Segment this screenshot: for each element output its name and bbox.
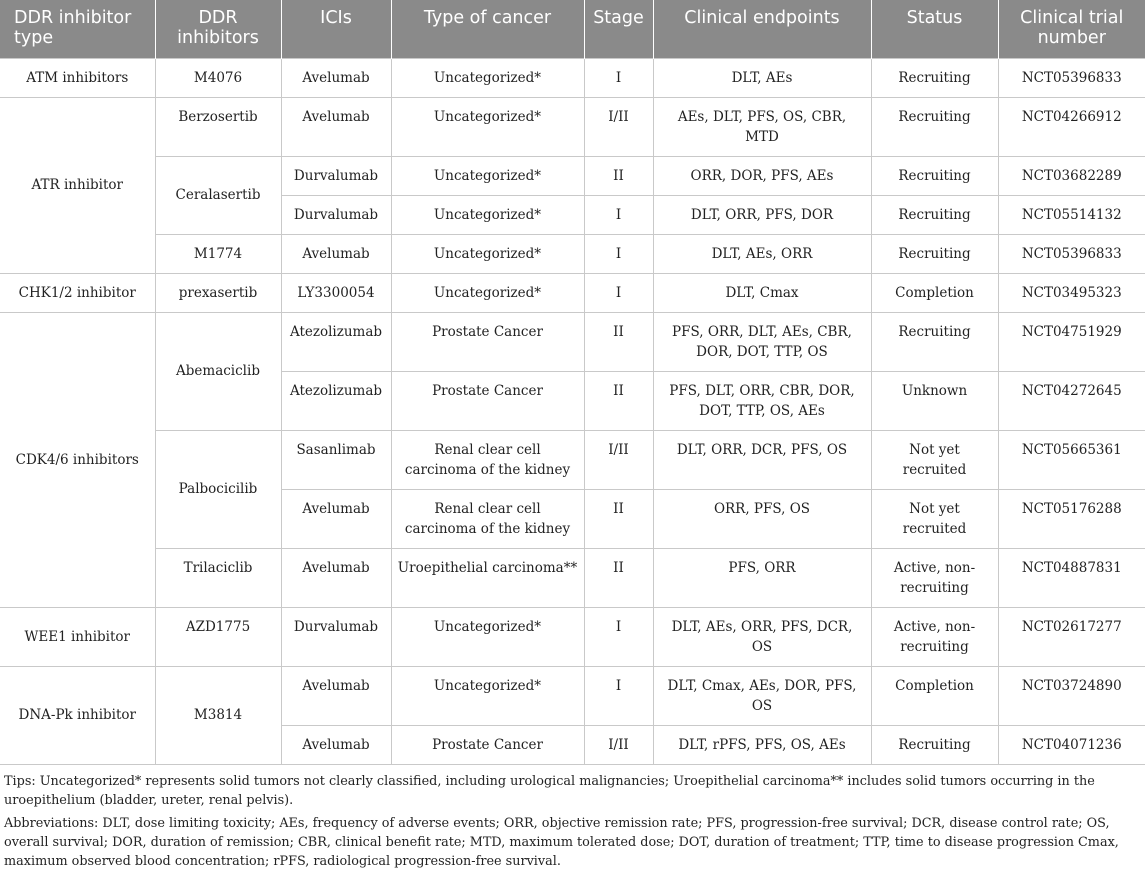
header-icis: ICIs (281, 0, 391, 58)
drug-cell: M3814 (155, 666, 281, 764)
trial-cell: NCT05396833 (998, 58, 1145, 97)
trial-cell: NCT03682289 (998, 156, 1145, 195)
status-cell: Completion (871, 273, 998, 312)
endpoints-cell: ORR, PFS, OS (653, 489, 871, 548)
ici-cell: Avelumab (281, 234, 391, 273)
ici-cell: Avelumab (281, 725, 391, 764)
drug-cell: prexasertib (155, 273, 281, 312)
header-endpoints: Clinical endpoints (653, 0, 871, 58)
cancer-cell: Uncategorized* (391, 607, 584, 666)
drug-cell: Abemaciclib (155, 312, 281, 430)
drug-cell: Ceralasertib (155, 156, 281, 234)
stage-cell: I (584, 607, 653, 666)
endpoints-cell: PFS, DLT, ORR, CBR, DOR, DOT, TTP, OS, AEs (653, 371, 871, 430)
ici-cell: Atezolizumab (281, 312, 391, 371)
stage-cell: I/II (584, 97, 653, 156)
stage-cell: I (584, 666, 653, 725)
ici-cell: Avelumab (281, 97, 391, 156)
header-stage: Stage (584, 0, 653, 58)
drug-cell: Palbocicilib (155, 430, 281, 548)
table-row (0, 58, 1145, 97)
table-row (0, 156, 1145, 195)
cancer-cell: Uncategorized* (391, 666, 584, 725)
stage-cell: I/II (584, 430, 653, 489)
table-row (0, 97, 1145, 156)
status-cell: Recruiting (871, 97, 998, 156)
ici-cell: Avelumab (281, 666, 391, 725)
drug-cell: M4076 (155, 58, 281, 97)
stage-cell: I (584, 273, 653, 312)
endpoints-cell: DLT, AEs, ORR (653, 234, 871, 273)
status-cell: Recruiting (871, 725, 998, 764)
cancer-cell: Uncategorized* (391, 156, 584, 195)
cancer-cell: Uncategorized* (391, 234, 584, 273)
status-cell: Recruiting (871, 312, 998, 371)
stage-cell: I (584, 58, 653, 97)
header-status: Status (871, 0, 998, 58)
cancer-cell: Uroepithelial carcinoma** (391, 548, 584, 607)
trial-cell: NCT05665361 (998, 430, 1145, 489)
endpoints-cell: DLT, ORR, PFS, DOR (653, 195, 871, 234)
status-cell: Unknown (871, 371, 998, 430)
status-cell: Recruiting (871, 234, 998, 273)
cancer-cell: Uncategorized* (391, 195, 584, 234)
cancer-cell: Uncategorized* (391, 273, 584, 312)
stage-cell: I/II (584, 725, 653, 764)
stage-cell: II (584, 489, 653, 548)
table-row (0, 548, 1145, 607)
stage-cell: II (584, 312, 653, 371)
cancer-cell: Renal clear cell carcinoma of the kidney (391, 489, 584, 548)
endpoints-cell: DLT, AEs, ORR, PFS, DCR, OS (653, 607, 871, 666)
trial-cell: NCT05176288 (998, 489, 1145, 548)
stage-cell: I (584, 234, 653, 273)
ici-cell: Avelumab (281, 548, 391, 607)
ici-cell: Durvalumab (281, 156, 391, 195)
cancer-cell: Prostate Cancer (391, 312, 584, 371)
trial-cell: NCT04071236 (998, 725, 1145, 764)
status-cell: Active, non-recruiting (871, 548, 998, 607)
stage-cell: II (584, 371, 653, 430)
trial-cell: NCT04266912 (998, 97, 1145, 156)
drug-cell: M1774 (155, 234, 281, 273)
table-row (0, 312, 1145, 371)
status-cell: Not yet recruited (871, 489, 998, 548)
status-cell: Active, non-recruiting (871, 607, 998, 666)
ici-cell: Avelumab (281, 489, 391, 548)
header-ddr-inhibitors: DDR inhibitors (155, 0, 281, 58)
abbreviations-note: Abbreviations: DLT, dose limiting toxicity; AEs, frequency of adverse events; ORR, objective remission rate; PFS, progression-free survival; DCR, disease control rate; OS, overall survival; DOR, duration of remission; CBR, clinical benefit rate; MTD, maximum tolerated dose; DOT, duration of treatment; TTP, time to disease progression Cmax, maximum observed blood concentration; rPFS, radiological progression-free survival. (4, 815, 1119, 869)
endpoints-cell: DLT, AEs (653, 58, 871, 97)
stage-cell: II (584, 156, 653, 195)
header-ddr-type: DDR inhibitor type (0, 0, 155, 58)
header-cancer-type: Type of cancer (391, 0, 584, 58)
table-row (0, 430, 1145, 489)
trial-cell: NCT05396833 (998, 234, 1145, 273)
group-cell: CDK4/6 inhibitors (0, 312, 155, 607)
endpoints-cell: AEs, DLT, PFS, OS, CBR, MTD (653, 97, 871, 156)
cancer-cell: Uncategorized* (391, 58, 584, 97)
trial-cell: NCT04751929 (998, 312, 1145, 371)
status-cell: Recruiting (871, 156, 998, 195)
drug-cell: Berzosertib (155, 97, 281, 156)
table-row (0, 607, 1145, 666)
cancer-cell: Prostate Cancer (391, 725, 584, 764)
stage-cell: II (584, 548, 653, 607)
status-cell: Recruiting (871, 58, 998, 97)
trial-cell: NCT05514132 (998, 195, 1145, 234)
trial-cell: NCT04272645 (998, 371, 1145, 430)
table-row (0, 273, 1145, 312)
endpoints-cell: DLT, Cmax (653, 273, 871, 312)
table-footnotes (0, 765, 1145, 871)
drug-cell: AZD1775 (155, 607, 281, 666)
ici-cell: Sasanlimab (281, 430, 391, 489)
endpoints-cell: PFS, ORR, DLT, AEs, CBR, DOR, DOT, TTP, OS (653, 312, 871, 371)
cancer-cell: Uncategorized* (391, 97, 584, 156)
ici-cell: Durvalumab (281, 195, 391, 234)
ici-cell: Atezolizumab (281, 371, 391, 430)
endpoints-cell: DLT, Cmax, AEs, DOR, PFS, OS (653, 666, 871, 725)
group-cell: CHK1/2 inhibitor (0, 273, 155, 312)
cancer-cell: Renal clear cell carcinoma of the kidney (391, 430, 584, 489)
group-cell: ATM inhibitors (0, 58, 155, 97)
ici-cell: Avelumab (281, 58, 391, 97)
status-cell: Not yet recruited (871, 430, 998, 489)
tips-note: Tips: Uncategorized* represents solid tumors not clearly classified, including urological malignancies; Uroepithelial carcinoma** includes solid tumors occurring in the uroepithelium (bladder, ureter, renal pelvis). (4, 773, 1095, 808)
group-cell: DNA-Pk inhibitor (0, 666, 155, 764)
header-trial-number: Clinical trial number (998, 0, 1145, 58)
endpoints-cell: PFS, ORR (653, 548, 871, 607)
table-row (0, 666, 1145, 725)
cancer-cell: Prostate Cancer (391, 371, 584, 430)
stage-cell: I (584, 195, 653, 234)
endpoints-cell: ORR, DOR, PFS, AEs (653, 156, 871, 195)
trial-cell: NCT04887831 (998, 548, 1145, 607)
drug-cell: Trilaciclib (155, 548, 281, 607)
group-cell: WEE1 inhibitor (0, 607, 155, 666)
endpoints-cell: DLT, ORR, DCR, PFS, OS (653, 430, 871, 489)
table-header-row (0, 0, 1145, 58)
status-cell: Completion (871, 666, 998, 725)
status-cell: Recruiting (871, 195, 998, 234)
ici-cell: LY3300054 (281, 273, 391, 312)
trial-cell: NCT02617277 (998, 607, 1145, 666)
endpoints-cell: DLT, rPFS, PFS, OS, AEs (653, 725, 871, 764)
ici-cell: Durvalumab (281, 607, 391, 666)
group-cell: ATR inhibitor (0, 97, 155, 273)
table-row (0, 234, 1145, 273)
trial-cell: NCT03724890 (998, 666, 1145, 725)
trial-cell: NCT03495323 (998, 273, 1145, 312)
